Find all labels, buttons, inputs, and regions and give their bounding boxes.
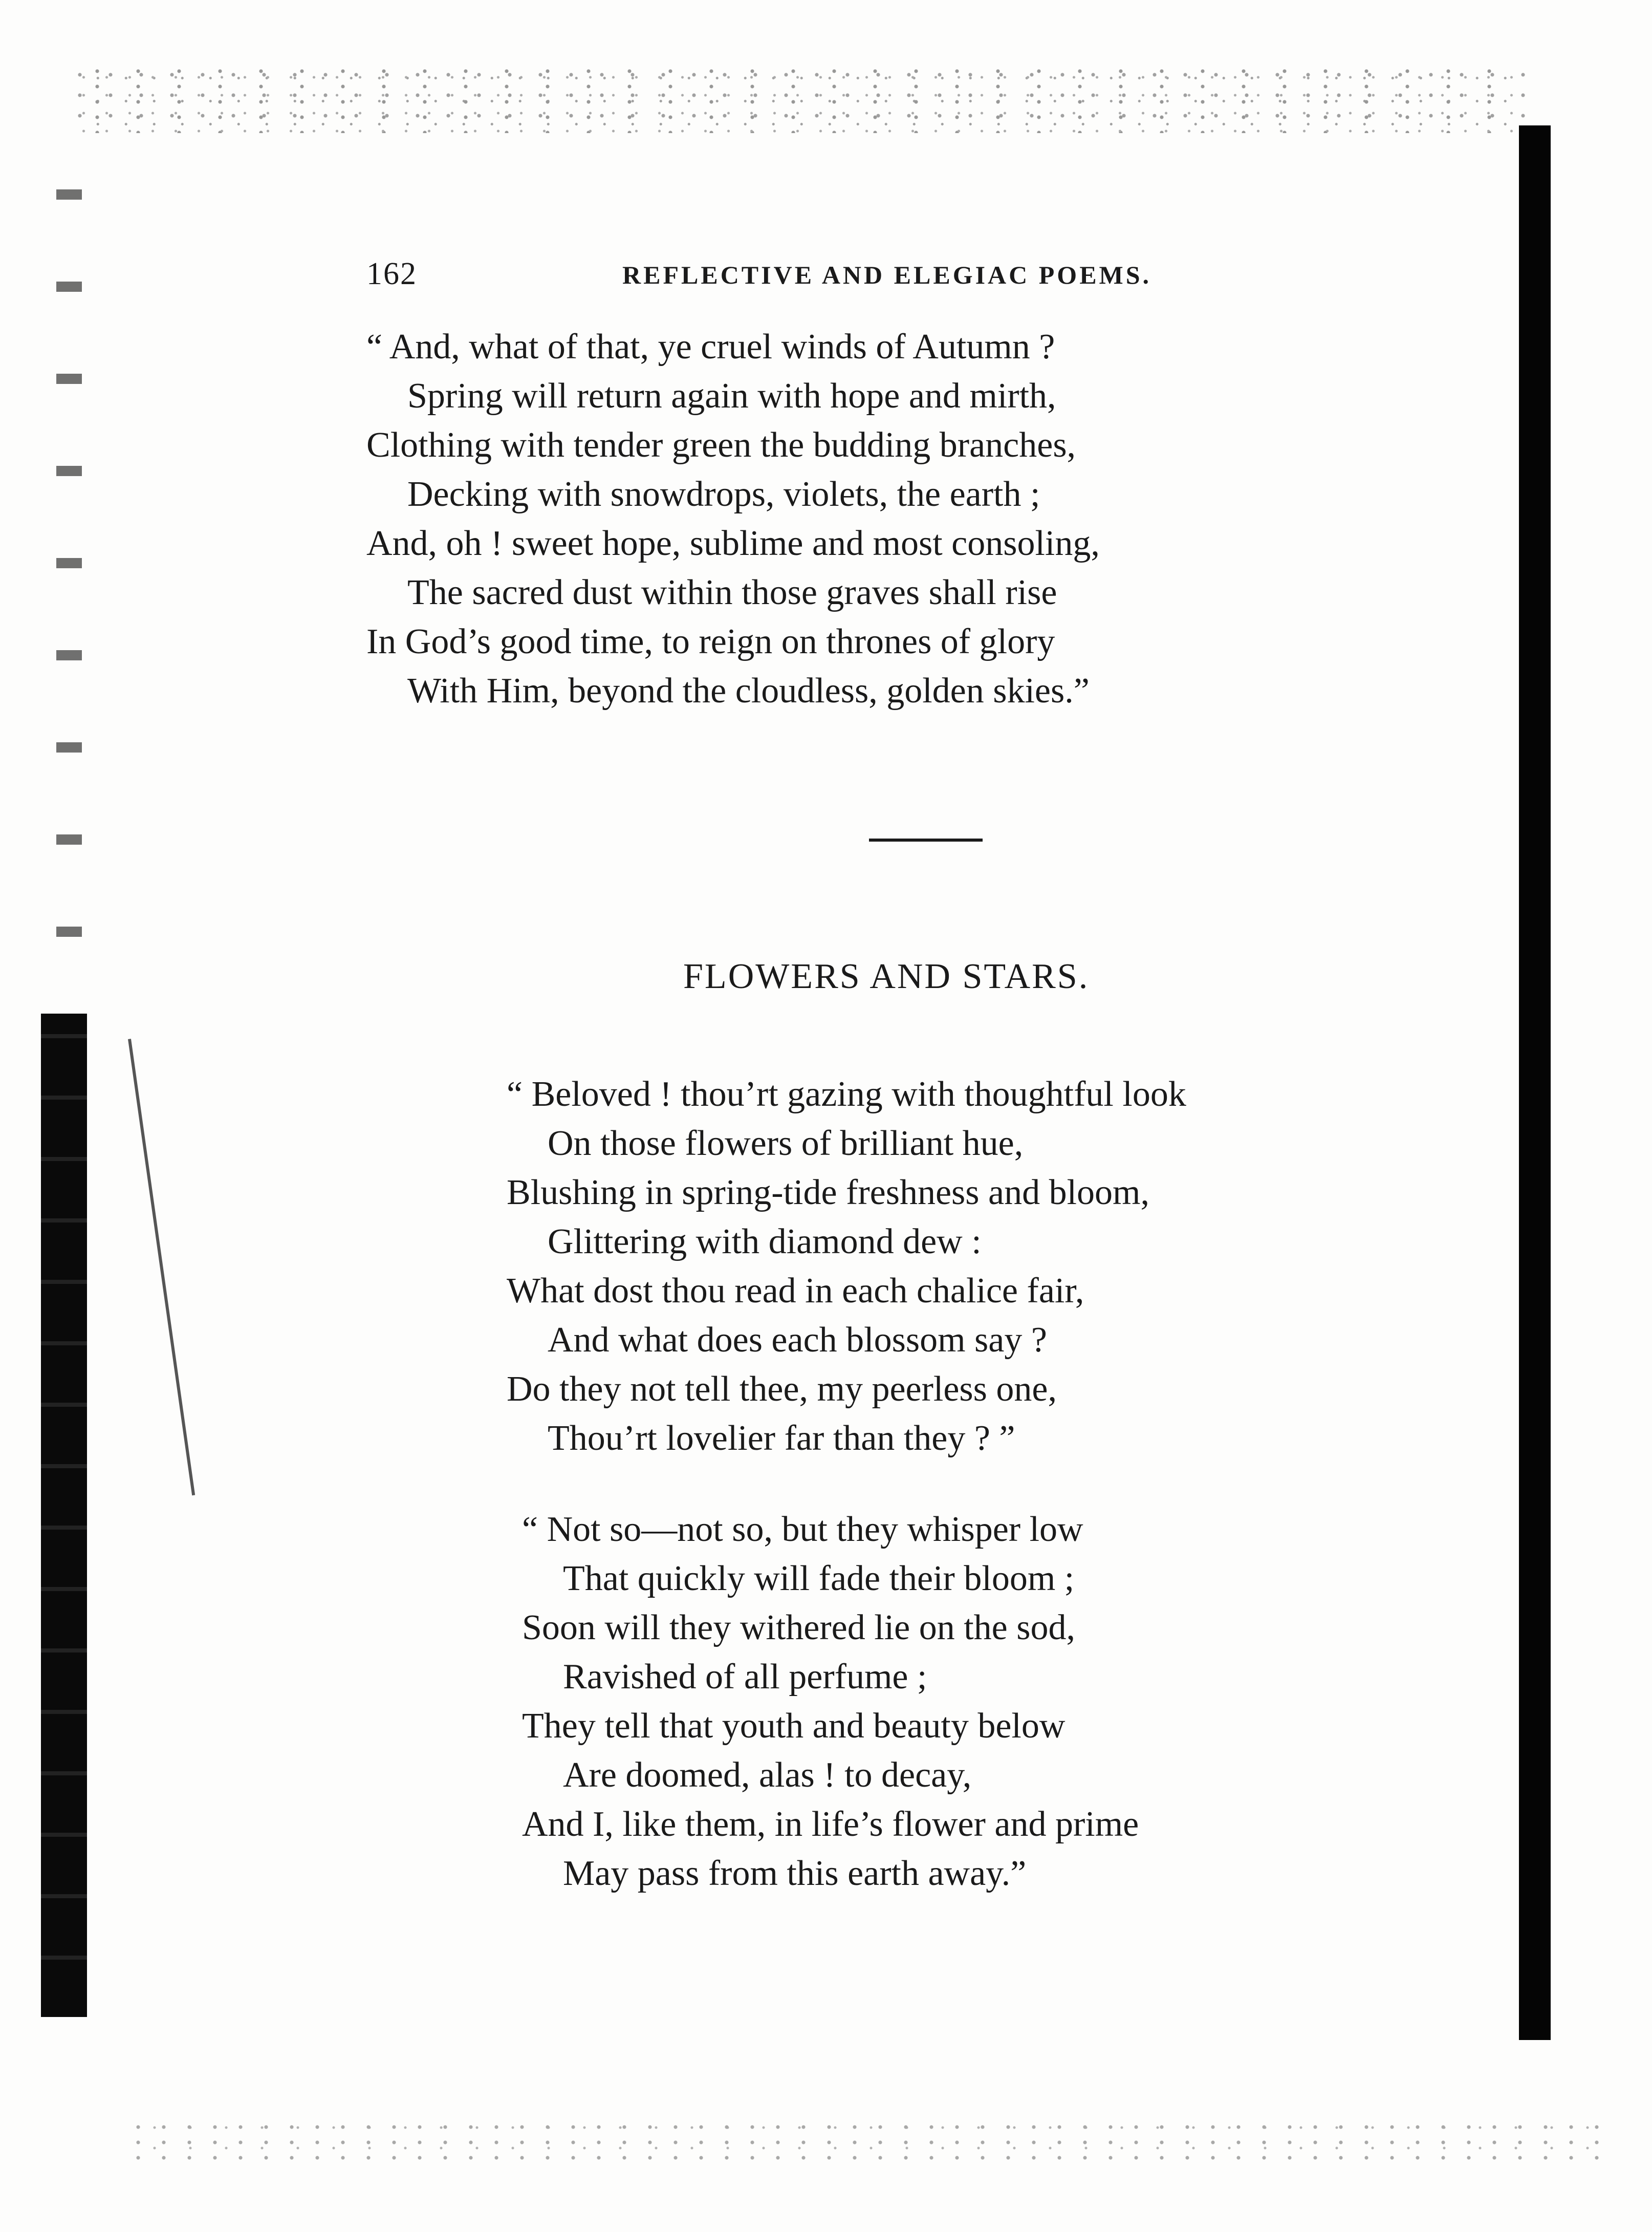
- verse-line: The sacred dust within those graves shall rise: [407, 573, 1057, 612]
- verse-line: On those flowers of brilliant hue,: [548, 1124, 1024, 1163]
- verse-line: Thou’rt lovelier far than they ? ”: [548, 1419, 1015, 1458]
- verse-line: Soon will they withered lie on the sod,: [522, 1608, 1075, 1647]
- verse-line: And, oh ! sweet hope, sublime and most consoling,: [366, 524, 1100, 563]
- verse-line: Glittering with diamond dew :: [548, 1222, 982, 1261]
- verse-line: That quickly will fade their bloom ;: [563, 1559, 1075, 1598]
- stanza-previous-poem-end: [366, 323, 1100, 716]
- verse-line: Blushing in spring-tide freshness and bloom,: [507, 1173, 1150, 1212]
- verse-line: With Him, beyond the cloudless, golden skies.”: [407, 671, 1090, 711]
- fold-line: [128, 1039, 195, 1495]
- verse-line: Ravished of all perfume ;: [563, 1657, 927, 1697]
- scan-artifact-left: [56, 143, 82, 962]
- stanza-1: [507, 1070, 1186, 1463]
- verse-line: Clothing with tender green the budding branches,: [366, 425, 1076, 465]
- verse-line: Do they not tell thee, my peerless one,: [507, 1369, 1057, 1409]
- section-divider: [869, 839, 983, 842]
- verse-line: Are doomed, alas ! to decay,: [563, 1755, 972, 1795]
- verse-line: May pass from this earth away.”: [563, 1854, 1027, 1893]
- running-title: REFLECTIVE AND ELEGIAC POEMS.: [622, 261, 1152, 289]
- scan-shadow-right: [1519, 125, 1551, 2040]
- verse-line: Decking with snowdrops, violets, the earth ;: [407, 475, 1040, 514]
- poem-title: FLOWERS AND STARS.: [683, 957, 1090, 996]
- verse-line: “ Beloved ! thou’rt gazing with thoughtful look: [507, 1075, 1186, 1114]
- verse-line: Spring will return again with hope and mirth,: [407, 376, 1056, 416]
- verse-line: “ And, what of that, ye cruel winds of Autumn ?: [366, 327, 1055, 367]
- running-head: [366, 256, 1236, 297]
- scan-artifact-top: [77, 67, 1525, 133]
- verse-line: And what does each blossom say ?: [548, 1320, 1047, 1360]
- verse-line: They tell that youth and beauty below: [522, 1706, 1066, 1746]
- verse-line: In God’s good time, to reign on thrones of glory: [366, 622, 1055, 661]
- stanza-2: [522, 1505, 1139, 1898]
- verse-line: What dost thou read in each chalice fair,: [507, 1271, 1084, 1311]
- verse-line: And I, like them, in life’s flower and prime: [522, 1805, 1139, 1844]
- scan-shadow-left: [41, 1014, 87, 2017]
- page-number: 162: [366, 256, 417, 291]
- scan-artifact-bottom: [133, 2119, 1617, 2165]
- verse-line: “ Not so—not so, but they whisper low: [522, 1510, 1083, 1549]
